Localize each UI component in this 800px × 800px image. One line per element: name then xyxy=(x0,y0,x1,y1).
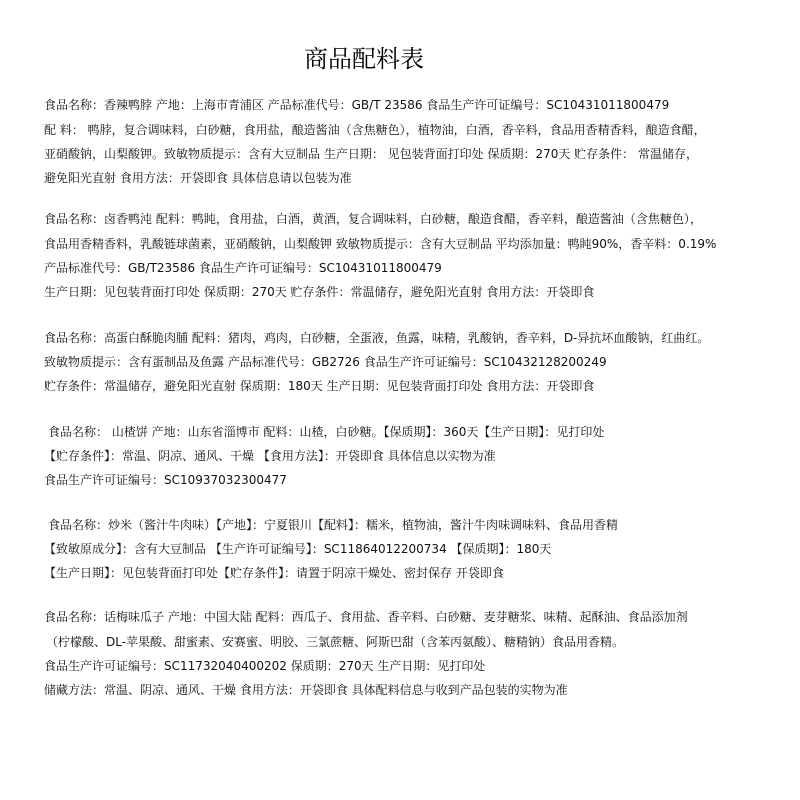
product-line: 【致敏原成分】：含有大豆制品 【生产许可证编号】：SC11864012200734 【保质期】：180天 xyxy=(44,542,552,556)
product-line: 致敏物质提示：含有蛋制品及鱼露 产品标准代号：GB2726 食品生产许可证编号：SC10432128200249 xyxy=(44,355,607,369)
product-line: 食品生产许可证编号：SC10937032300477 xyxy=(44,473,287,487)
product-line: （柠檬酸、DL-苹果酸、甜蜜素、安赛蜜、明胶、三氯蔗糖、阿斯巴甜（含苯丙氨酸）、糖精钠）食品用香精。 xyxy=(46,635,625,649)
product-line: 储藏方法：常温、阴凉、通风、干燥 食用方法：开袋即食 具体配料信息与收到产品包装的实物为准 xyxy=(44,683,568,697)
product-line: 避免阳光直射 食用方法：开袋即食 具体信息请以包装为准 xyxy=(44,171,352,185)
product-line: 【生产日期】：见包装背面打印处【贮存条件】：请置于阴凉干燥处、密封保存 开袋即食 xyxy=(44,566,504,580)
product-line: 食品名称：炒米（酱汁牛肉味）【产地】：宁夏银川【配料】：糯米，植物油，酱汁牛肉味调味料、食品用香精 xyxy=(48,518,619,532)
product-line: 配 料： 鸭脖，复合调味料，白砂糖，食用盐，酿造酱油（含焦糖色），植物油，白酒，香辛料，食品用香精香料，酿造食醋， xyxy=(44,123,706,137)
product-line: 【贮存条件】：常温、阴凉、通风、干燥 【食用方法】：开袋即食 具体信息以实物为准 xyxy=(44,449,496,463)
product-line: 食品生产许可证编号：SC11732040400202 保质期：270天 生产日期：见打印处 xyxy=(44,659,486,673)
product-line: 食品名称：卤香鸭沌 配料：鸭盹，食用盐，白酒，黄酒，复合调味料，白砂糖，酿造食醋，香辛料，酿造酱油（含焦糖色）， xyxy=(44,212,702,226)
product-line: 食品名称：话梅味瓜子 产地：中国大陆 配料：西瓜子、食用盐、香辛料、白砂糖、麦芽糖浆、味精、起酥油、食品添加剂 xyxy=(44,610,688,624)
product-line: 食品名称： 山楂饼 产地：山东省淄博市 配料：山楂，白砂糖。【保质期】：360天【生产日期】：见打印处 xyxy=(48,425,605,439)
product-line: 食品名称：香辣鸭脖 产地：上海市青浦区 产品标准代号：GB/T 23586 食品生产许可证编号：SC10431011800479 xyxy=(44,98,670,112)
product-line: 亚硝酸钠，山梨酸钾。致敏物质提示：含有大豆制品 生产日期： 见包装背面打印处 保质期：270天 贮存条件： 常温储存， xyxy=(44,147,698,161)
product-line: 生产日期：见包装背面打印处 保质期：270天 贮存条件：常温储存，避免阳光直射 食用方法：开袋即食 xyxy=(44,285,595,299)
product-line: 食品用香精香料，乳酸链球菌素，亚硝酸钠，山梨酸钾 致敏物质提示：含有大豆制品 平均添加量：鸭盹90%，香辛料：0.19% xyxy=(44,237,717,251)
page-title: 商品配料表 xyxy=(304,45,424,73)
product-line: 贮存条件：常温储存，避免阳光直射 保质期：180天 生产日期：见包装背面打印处 食用方法：开袋即食 xyxy=(44,379,595,393)
product-line: 产品标准代号：GB/T23586 食品生产许可证编号：SC10431011800479 xyxy=(44,261,442,275)
product-line: 食品名称：高蛋白酥脆肉脯 配料：猪肉，鸡肉，白砂糖，全蛋液，鱼露，味精，乳酸钠，香辛料，D-异抗坏血酸钠，红曲红。 xyxy=(44,331,710,345)
